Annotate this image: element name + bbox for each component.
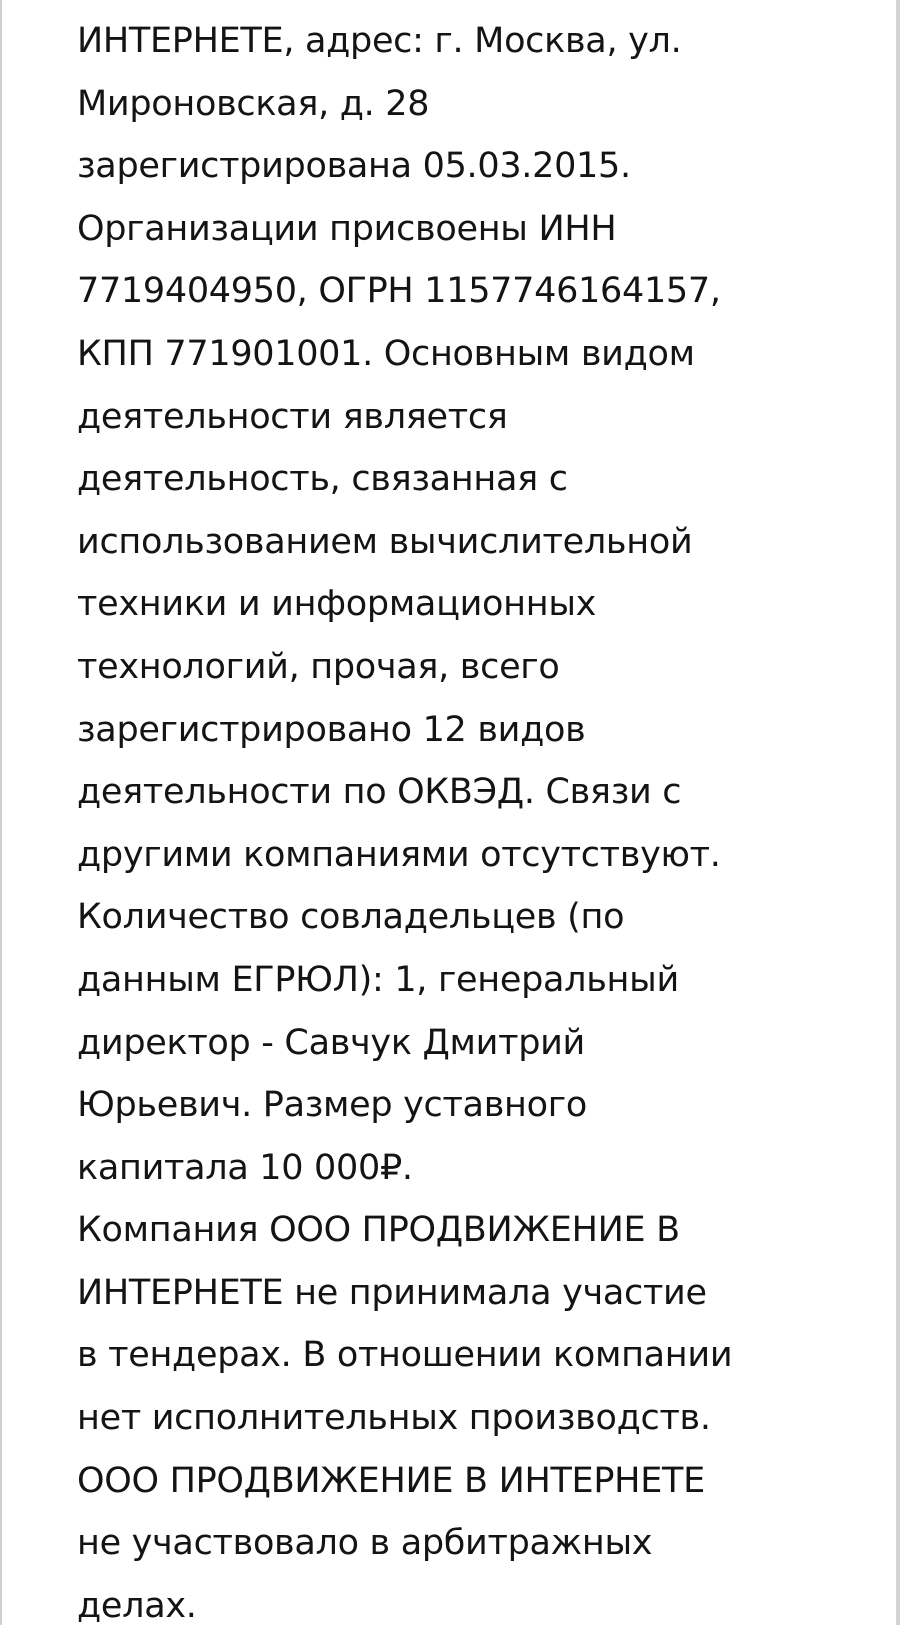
text-line: деятельность, связанная с <box>77 459 568 500</box>
text-line: Организации присвоены ИНН <box>77 208 617 249</box>
text-line: деятельности является <box>77 396 508 437</box>
text-line: деятельности по ОКВЭД. Связи с <box>77 772 682 813</box>
scrollbar-track[interactable] <box>896 0 900 1625</box>
text-line: использованием вычислительной <box>77 521 693 562</box>
text-line: другими компаниями отсутствуют. <box>77 834 721 875</box>
text-line: ООО ПРОДВИЖЕНИЕ В ИНТЕРНЕТЕ <box>77 1460 705 1501</box>
company-description-text <box>77 10 877 1637</box>
left-edge-divider <box>0 0 2 1625</box>
text-line: делах. <box>77 1585 197 1626</box>
text-line: Мироновская, д. 28 <box>77 83 430 124</box>
text-line: данным ЕГРЮЛ): 1, генеральный <box>77 959 679 1000</box>
text-line: зарегистрирована 05.03.2015. <box>77 146 631 187</box>
text-line: Количество совладельцев (по <box>77 897 625 938</box>
text-line: в тендерах. В отношении компании <box>77 1335 733 1376</box>
text-line: Юрьевич. Размер уставного <box>77 1085 587 1126</box>
text-line: директор - Савчук Дмитрий <box>77 1022 585 1063</box>
text-line: не участвовало в арбитражных <box>77 1523 653 1564</box>
text-line: 7719404950, ОГРН 1157746164157, <box>77 271 721 312</box>
text-line: техники и информационных <box>77 584 597 625</box>
text-line: технологий, прочая, всего <box>77 646 560 687</box>
text-line: ИНТЕРНЕТЕ, адрес: г. Москва, ул. <box>77 21 682 61</box>
text-line: Компания ООО ПРОДВИЖЕНИЕ В <box>77 1210 680 1251</box>
text-line: капитала 10 000₽. <box>77 1147 413 1188</box>
text-line: зарегистрировано 12 видов <box>77 709 586 750</box>
text-line: ИНТЕРНЕТЕ не принимала участие <box>77 1272 707 1313</box>
text-line: нет исполнительных производств. <box>77 1398 711 1439</box>
text-line: КПП 771901001. Основным видом <box>77 333 695 374</box>
